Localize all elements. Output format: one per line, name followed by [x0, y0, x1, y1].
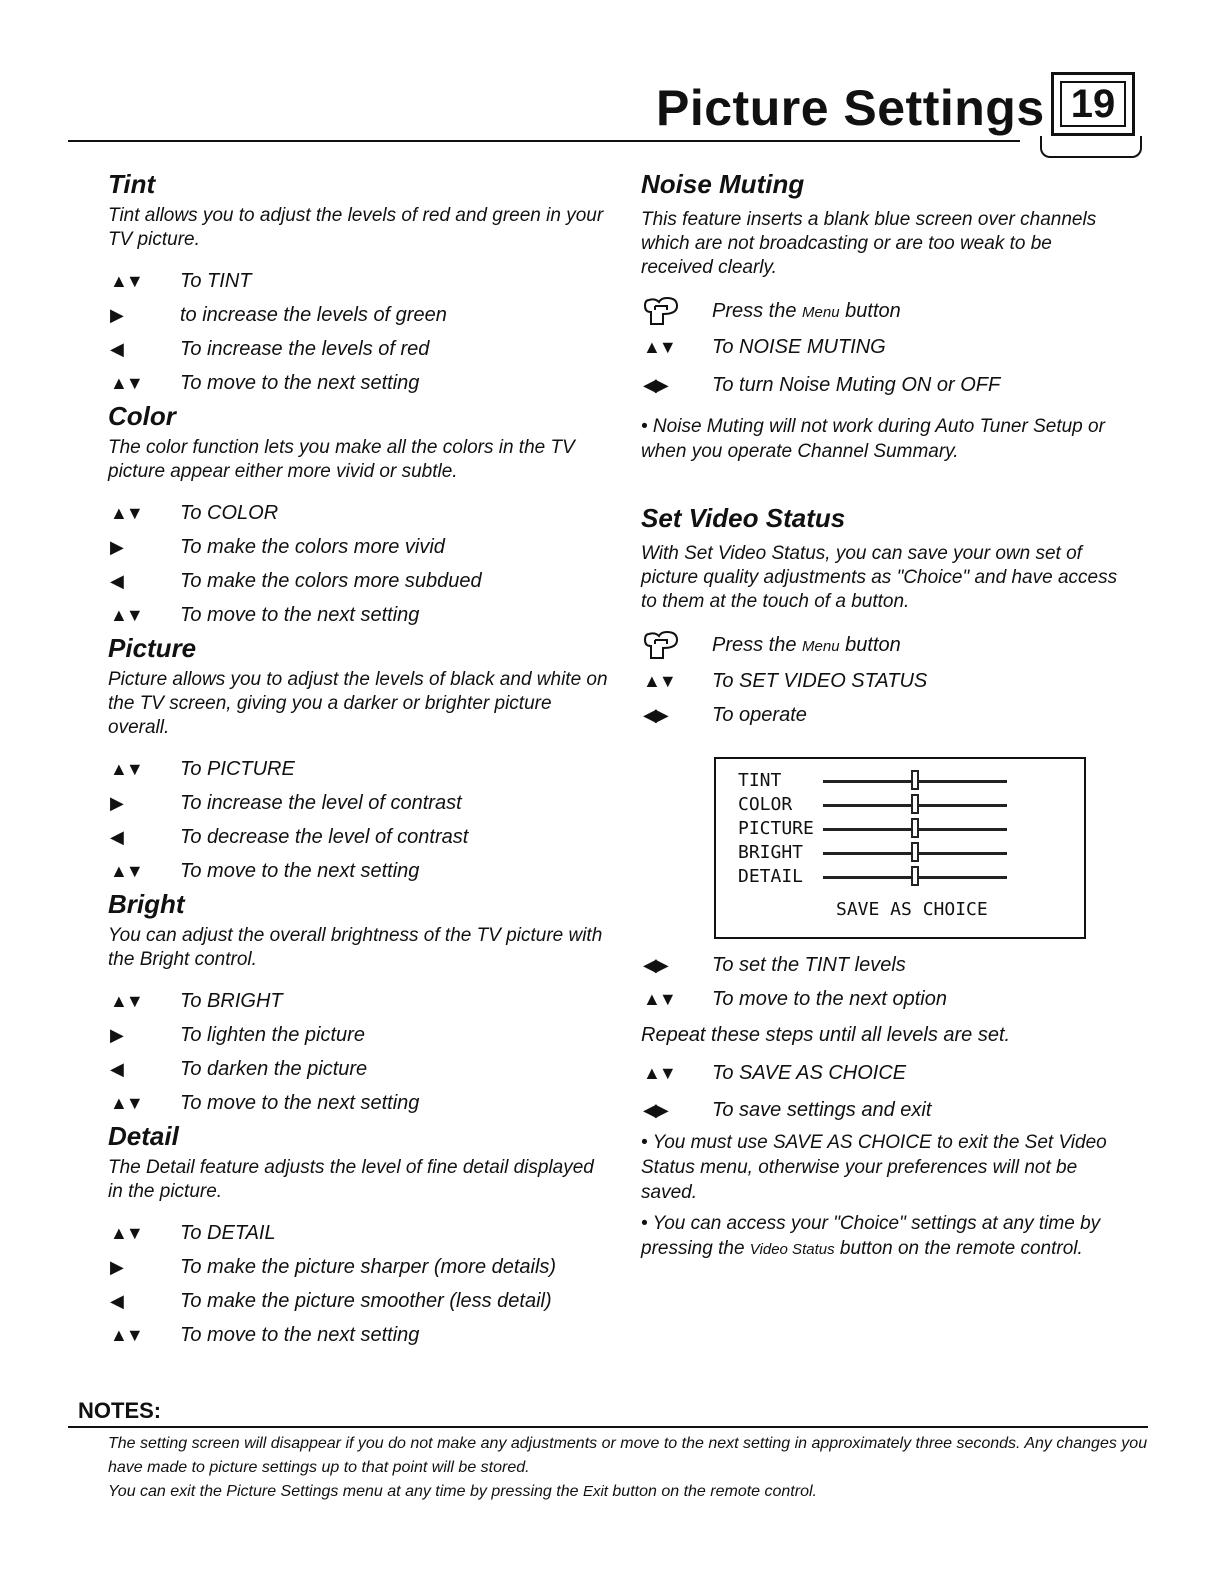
up-down-arrows-icon: ▲▼ — [110, 1223, 142, 1243]
notes-heading: NOTES: — [78, 1398, 162, 1423]
step-text: To SET VIDEO STATUS — [712, 670, 928, 692]
section-description: The Detail feature adjusts the level of fine detail displayed in the picture. — [108, 1157, 594, 1202]
left-arrow-icon: ◀ — [110, 571, 122, 591]
up-down-arrows-icon: ▲▼ — [110, 503, 142, 523]
osd-row-bright — [738, 841, 1068, 865]
step-text: To decrease the level of contrast — [180, 826, 469, 848]
step-text: To operate — [712, 704, 807, 726]
step-text: Press the Menu button — [712, 634, 901, 656]
step-text: to increase the levels of green — [180, 304, 447, 326]
section-picture — [108, 632, 608, 888]
right-arrow-icon: ▶ — [110, 1257, 122, 1277]
step-text: To PICTURE — [180, 758, 295, 780]
step — [108, 820, 608, 854]
step-text: To move to the next setting — [180, 372, 420, 394]
left-column — [108, 168, 608, 1352]
save-choice-note: • You must use SAVE AS CHOICE to exit the Set Video Status menu, otherwise your preferences will not be saved. — [641, 1132, 1107, 1203]
up-down-arrows-icon: ▲▼ — [110, 271, 142, 291]
step-noise-muting — [641, 330, 1121, 364]
step-save-and-exit — [641, 1090, 1121, 1130]
step — [108, 1052, 608, 1086]
title-rule — [68, 140, 1020, 142]
up-down-arrows-icon: ▲▼ — [643, 1063, 675, 1083]
note-line-2: You can exit the Picture Settings menu at any time by pressing the Exit button on the remote control. — [108, 1483, 817, 1500]
step-text: To DETAIL — [180, 1222, 276, 1244]
left-right-arrows-icon: ◀▶ — [643, 955, 667, 975]
step-operate — [641, 698, 1121, 732]
section-description: Tint allows you to adjust the levels of red and green in your TV picture. — [108, 205, 604, 250]
right-arrow-icon: ▶ — [110, 1025, 122, 1045]
step-text: To make the picture sharper (more details) — [180, 1256, 557, 1278]
menu-button-icon — [643, 292, 703, 330]
section-description: Picture allows you to adjust the levels of black and white on the TV screen, giving you a darker or brighter picture overall. — [108, 669, 608, 738]
step-set-video-status — [641, 664, 1121, 698]
left-arrow-icon: ◀ — [110, 827, 122, 847]
menu-button-icon — [643, 626, 703, 664]
up-down-arrows-icon: ▲▼ — [110, 1325, 142, 1345]
section-tint — [108, 168, 608, 400]
page-number-box — [1051, 72, 1135, 136]
left-arrow-icon: ◀ — [110, 1059, 122, 1079]
noise-muting-description: This feature inserts a blank blue screen over channels which are not broadcasting or are too weak to be received clearly. — [641, 209, 1097, 278]
step-text: To SAVE AS CHOICE — [712, 1062, 907, 1084]
osd-level-knob — [911, 866, 919, 886]
page-number-tab — [1040, 136, 1142, 158]
step — [108, 1086, 608, 1120]
osd-level-knob — [911, 818, 919, 838]
up-down-arrows-icon: ▲▼ — [110, 991, 142, 1011]
step-text: To TINT — [180, 270, 252, 292]
osd-level-knob — [911, 770, 919, 790]
step — [108, 1250, 608, 1284]
step — [108, 366, 608, 400]
osd-label: TINT — [738, 770, 782, 791]
step — [108, 1018, 608, 1052]
step — [108, 598, 608, 632]
step-text: To make the picture smoother (less detail) — [180, 1290, 552, 1312]
section-description: You can adjust the overall brightness of the TV picture with the Bright control. — [108, 925, 603, 970]
step-text: To move to the next setting — [180, 860, 420, 882]
osd-row-picture — [738, 817, 1068, 841]
osd-level-knob — [911, 842, 919, 862]
step-text: To darken the picture — [180, 1058, 368, 1080]
save-as-choice-label: SAVE AS CHOICE — [836, 899, 988, 920]
step-text: To turn Noise Muting ON or OFF — [712, 374, 1001, 396]
step — [108, 1284, 608, 1318]
step-text: To NOISE MUTING — [712, 336, 886, 358]
step-turn-on-off — [641, 364, 1121, 406]
step — [108, 786, 608, 820]
step-save-as-choice — [641, 1056, 1121, 1090]
set-video-status-continued — [641, 948, 1121, 1268]
osd-label: BRIGHT — [738, 842, 804, 863]
access-choice-note: • You can access your "Choice" settings at any time by pressing the Video Status button on the remote control. — [641, 1213, 1101, 1259]
step-text: To make the colors more vivid — [180, 536, 445, 558]
step — [108, 564, 608, 598]
right-arrow-icon: ▶ — [110, 793, 122, 813]
repeat-instruction: Repeat these steps until all levels are set. — [641, 1024, 1011, 1046]
step-text: To make the colors more subdued — [180, 570, 482, 592]
note-line-1: The setting screen will disappear if you do not make any adjustments or move to the next setting in approximately three seconds. Any changes you have made to picture settings up to that point will be stored. — [108, 1435, 1148, 1476]
step-set-tint-levels — [641, 948, 1121, 982]
section-heading: Color — [108, 401, 176, 431]
step-next-option — [641, 982, 1121, 1016]
step — [108, 752, 608, 786]
osd-level-knob — [911, 794, 919, 814]
osd-row-color — [738, 793, 1068, 817]
noise-muting-section — [641, 168, 1121, 464]
step — [108, 298, 608, 332]
left-right-arrows-icon: ◀▶ — [643, 375, 667, 395]
set-video-status-description: With Set Video Status, you can save your own set of picture quality adjustments as "Choice" and have access to them at the touch of a button. — [641, 543, 1118, 612]
left-right-arrows-icon: ◀▶ — [643, 1100, 667, 1120]
osd-row-tint — [738, 769, 1068, 793]
step — [108, 264, 608, 298]
osd-label: COLOR — [738, 794, 793, 815]
set-video-status-screen — [714, 757, 1086, 939]
step — [108, 984, 608, 1018]
step-text: Press the Menu button — [712, 300, 901, 322]
step-text: To move to the next setting — [180, 1324, 420, 1346]
up-down-arrows-icon: ▲▼ — [643, 671, 675, 691]
step-text: To save settings and exit — [712, 1099, 932, 1121]
up-down-arrows-icon: ▲▼ — [110, 759, 142, 779]
up-down-arrows-icon: ▲▼ — [110, 605, 142, 625]
right-arrow-icon: ▶ — [110, 305, 122, 325]
section-heading: Tint — [108, 169, 156, 199]
page-number: 19 — [1060, 81, 1126, 127]
set-video-status-heading: Set Video Status — [641, 503, 846, 533]
left-arrow-icon: ◀ — [110, 339, 122, 359]
step-text: To move to the next setting — [180, 1092, 420, 1114]
step — [108, 332, 608, 366]
step — [108, 530, 608, 564]
set-video-status-section — [641, 502, 1121, 732]
section-color — [108, 400, 608, 632]
step — [108, 854, 608, 888]
section-heading: Detail — [108, 1121, 179, 1151]
step — [108, 1216, 608, 1250]
section-bright — [108, 888, 608, 1120]
right-arrow-icon: ▶ — [110, 537, 122, 557]
step-text: To increase the level of contrast — [180, 792, 462, 814]
up-down-arrows-icon: ▲▼ — [643, 989, 675, 1009]
section-heading: Bright — [108, 889, 185, 919]
up-down-arrows-icon: ▲▼ — [110, 373, 142, 393]
up-down-arrows-icon: ▲▼ — [110, 1093, 142, 1113]
section-description: The color function lets you make all the colors in the TV picture appear either more vivid or subtle. — [108, 437, 575, 482]
step — [108, 1318, 608, 1352]
step-text: To BRIGHT — [180, 990, 283, 1012]
left-arrow-icon: ◀ — [110, 1291, 122, 1311]
notes-rule — [68, 1426, 1148, 1428]
up-down-arrows-icon: ▲▼ — [643, 337, 675, 357]
step-text: To set the TINT levels — [712, 954, 906, 976]
up-down-arrows-icon: ▲▼ — [110, 861, 142, 881]
section-detail — [108, 1120, 608, 1352]
step-press-menu — [641, 292, 1121, 330]
section-heading: Picture — [108, 633, 197, 663]
step-press-menu — [641, 626, 1121, 664]
notes-body — [108, 1432, 1148, 1504]
noise-muting-note: • Noise Muting will not work during Auto Tuner Setup or when you operate Channel Summary. — [641, 416, 1105, 462]
osd-row-detail — [738, 865, 1068, 889]
step — [108, 496, 608, 530]
step-text: To COLOR — [180, 502, 279, 524]
osd-label: DETAIL — [738, 866, 804, 887]
osd-label: PICTURE — [738, 818, 814, 839]
step-text: To increase the levels of red — [180, 338, 430, 360]
noise-muting-heading: Noise Muting — [641, 169, 805, 199]
step-text: To lighten the picture — [180, 1024, 365, 1046]
left-right-arrows-icon: ◀▶ — [643, 705, 667, 725]
step-text: To move to the next setting — [180, 604, 420, 626]
step-text: To move to the next option — [712, 988, 947, 1010]
page-title: Picture Settings — [656, 80, 1045, 136]
